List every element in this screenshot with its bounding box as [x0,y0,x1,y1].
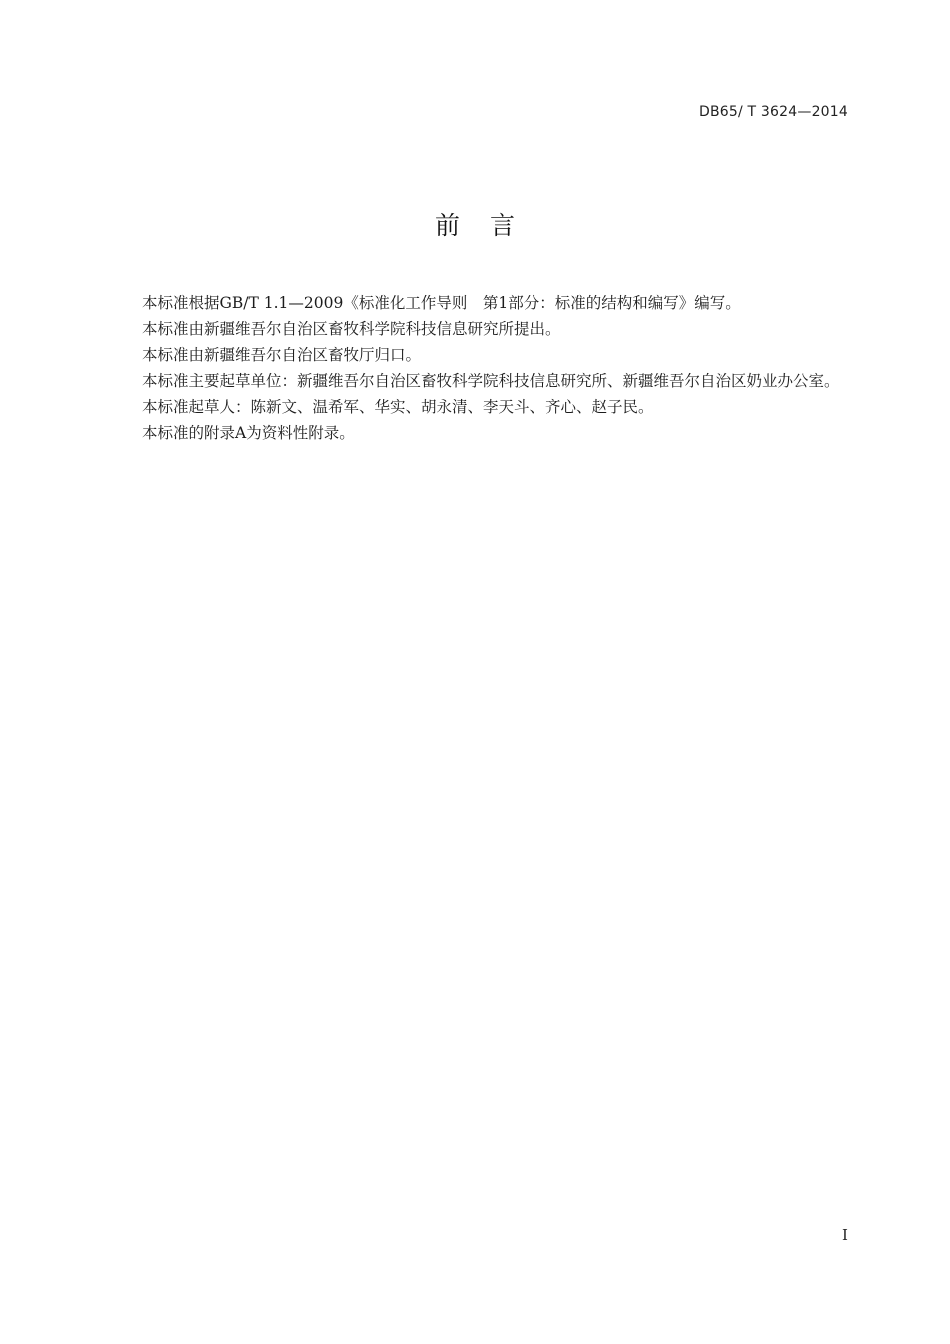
paragraph-centralized: 本标准由新疆维吾尔自治区畜牧厅归口。 [142,346,422,364]
paragraph-appendix: 本标准的附录A为资料性附录。 [142,424,355,442]
standard-code: DB65/ T 3624—2014 [698,104,848,120]
paragraph-proposer: 本标准由新疆维吾尔自治区畜牧科学院科技信息研究所提出。 [142,320,561,338]
page-number: I [842,1226,848,1244]
page-title: 前言 [434,211,545,240]
foreword-body [111,290,856,446]
paragraph-drafting-units: 本标准主要起草单位：新疆维吾尔自治区畜牧科学院科技信息研究所、新疆维吾尔自治区奶业办公室。 [142,372,840,390]
paragraph-basis: 本标准根据GB/T 1.1—2009《标准化工作导则 第1部分：标准的结构和编写》编写。 [142,294,741,312]
paragraph-drafters: 本标准起草人：陈新文、温希军、华实、胡永清、李天斗、齐心、赵子民。 [142,398,654,416]
